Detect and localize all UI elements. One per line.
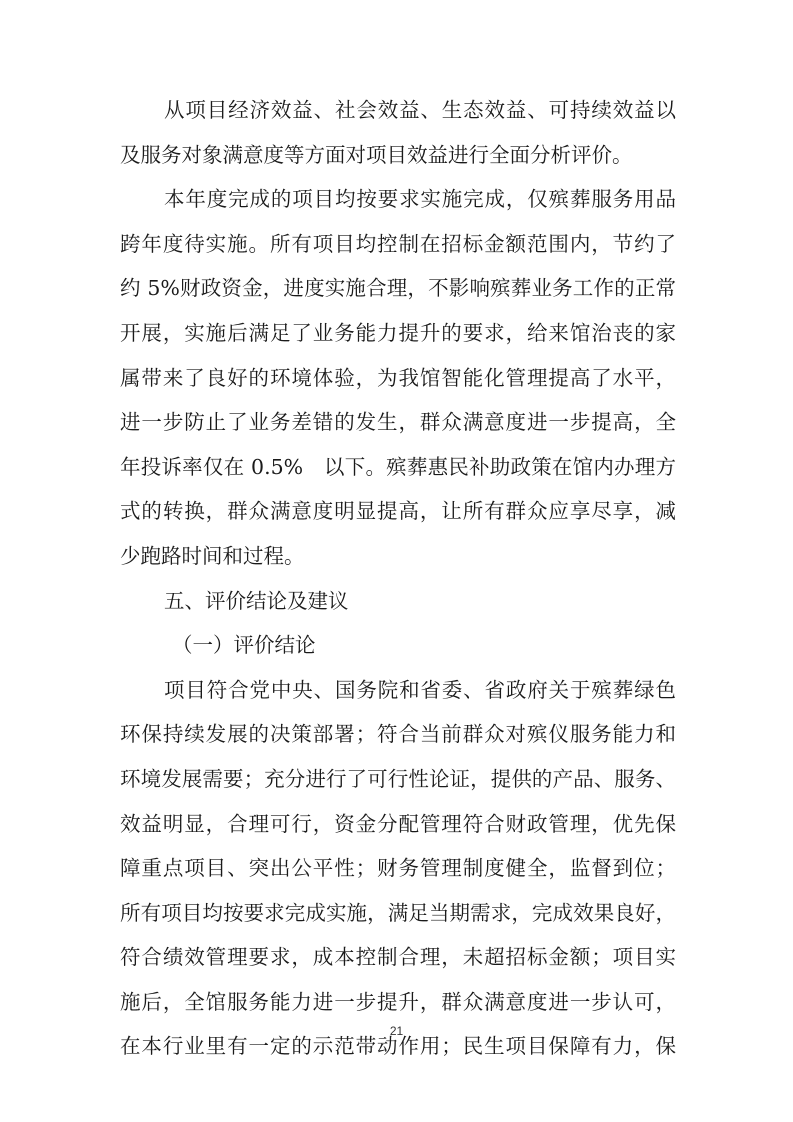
text-line: 环保持续发展的决策部署；符合当前群众对殡仪服务能力和 <box>120 722 676 747</box>
text-line: 所有项目均按要求完成实施，满足当期需求，完成效果良好， <box>120 900 676 925</box>
text-line: 年投诉率仅在 0.5% 以下。殡葬惠民补助政策在馆内办理方 <box>120 454 676 479</box>
text-line: 符合绩效管理要求，成本控制合理，未超招标金额；项目实 <box>120 945 676 970</box>
subsection-heading: （一）评价结论 <box>172 633 316 658</box>
text-line: 本年度完成的项目均按要求实施完成，仅殡葬服务用品 <box>164 187 676 212</box>
text-line: 属带来了良好的环境体验，为我馆智能化管理提高了水平， <box>120 365 676 390</box>
page-body <box>120 88 676 1069</box>
text-line: 约 5%财政资金，进度实施合理，不影响殡葬业务工作的正常 <box>120 276 676 301</box>
text-line: 少跑路时间和过程。 <box>120 543 305 568</box>
section-heading: 五、评价结论及建议 <box>164 588 349 613</box>
text-line: 进一步防止了业务差错的发生，群众满意度进一步提高，全 <box>120 410 676 435</box>
text-line: 跨年度待实施。所有项目均控制在招标金额范围内，节约了 <box>120 231 676 256</box>
text-line: 环境发展需要；充分进行了可行性论证，提供的产品、服务、 <box>120 766 676 791</box>
text-line: 施后，全馆服务能力进一步提升，群众满意度进一步认可， <box>120 989 676 1014</box>
text-line: 在本行业里有一定的示范带动作用；民生项目保障有力，保 <box>120 1034 676 1059</box>
text-line: 式的转换，群众满意度明显提高，让所有群众应享尽享，减 <box>120 499 676 524</box>
text-line: 从项目经济效益、社会效益、生态效益、可持续效益以 <box>164 98 676 122</box>
page-number: 21 <box>389 1024 404 1038</box>
text-line: 障重点项目、突出公平性；财务管理制度健全，监督到位； <box>120 856 676 881</box>
text-line: 效益明显，合理可行，资金分配管理符合财政管理，优先保 <box>120 811 676 836</box>
text-line: 项目符合党中央、国务院和省委、省政府关于殡葬绿色 <box>164 677 676 702</box>
text-line: 开展，实施后满足了业务能力提升的要求，给来馆治丧的家 <box>120 320 676 345</box>
text-line: 及服务对象满意度等方面对项目效益进行全面分析评价。 <box>120 142 633 167</box>
